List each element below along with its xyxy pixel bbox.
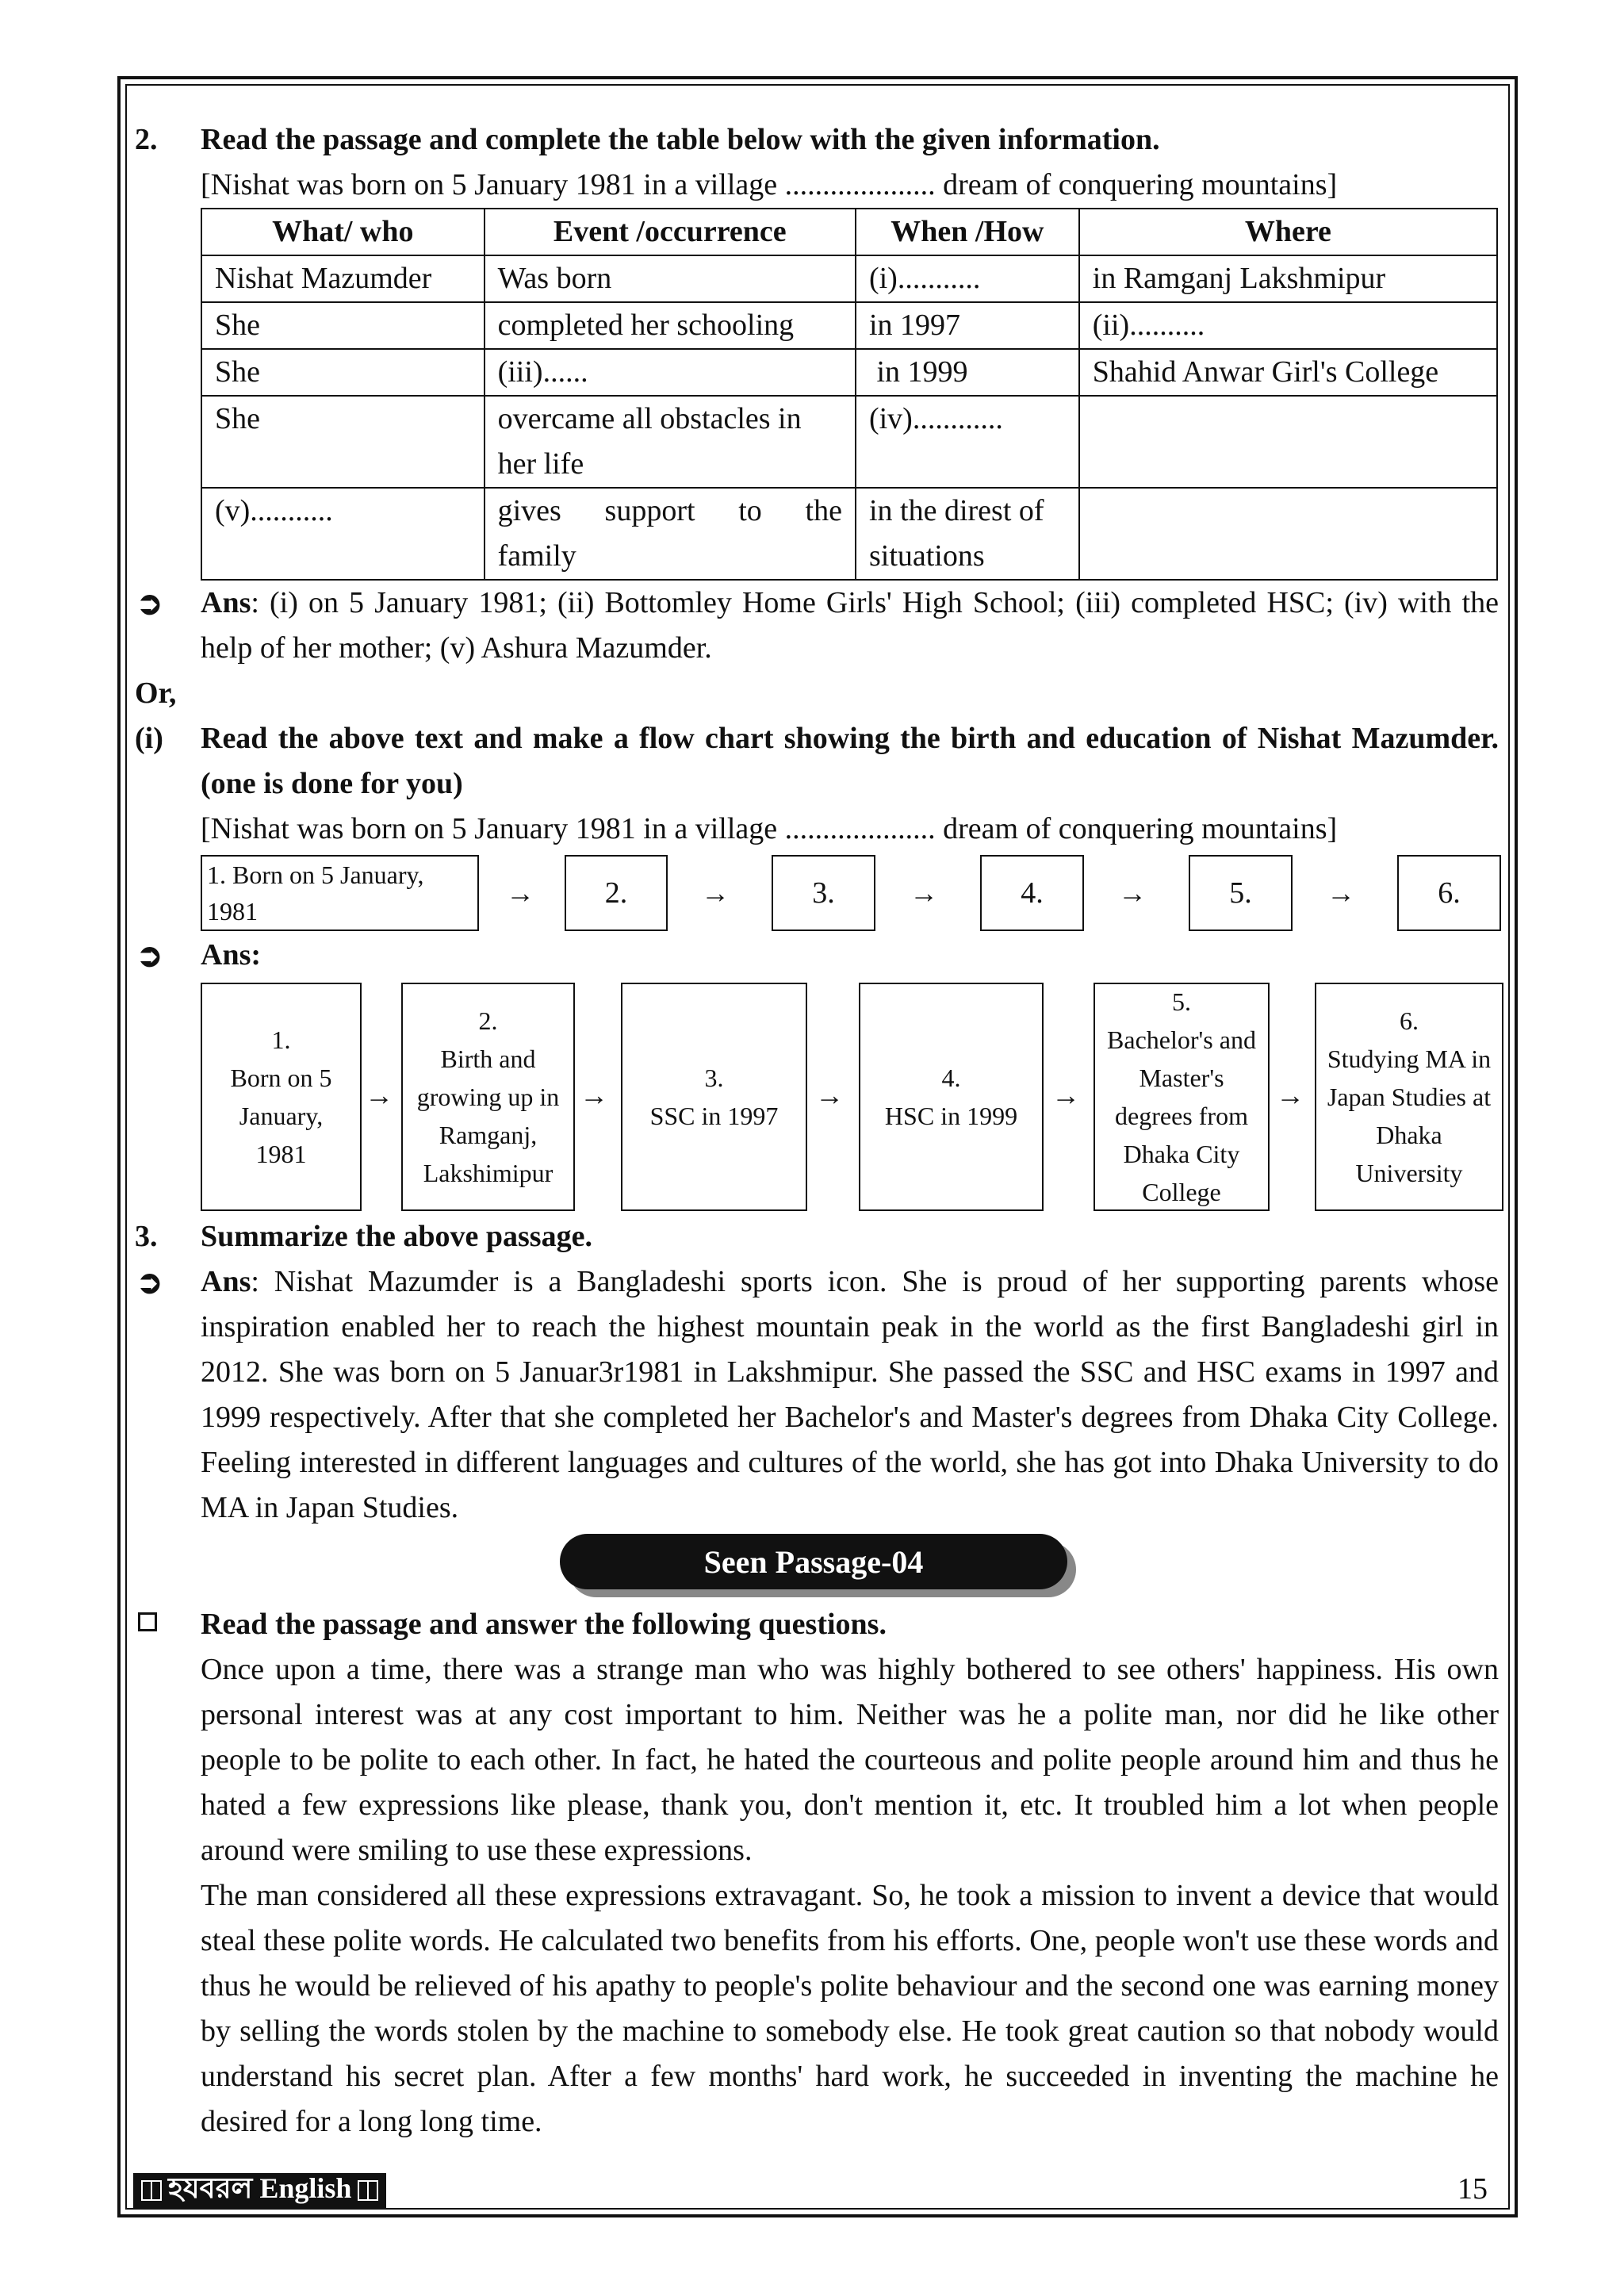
flow-box-text: 4. <box>1021 876 1044 910</box>
table-row <box>201 396 1497 488</box>
table-header: What/ who <box>201 209 485 255</box>
question-flowchart <box>135 716 1499 807</box>
flow-arrow: → <box>910 877 938 909</box>
arrow-right-icon: ➲ <box>136 585 163 621</box>
passage-paragraph <box>135 1873 1499 2145</box>
question-2 <box>135 117 1499 163</box>
flow-box-text: 6. <box>1438 876 1461 910</box>
question-number: (i) <box>135 722 163 755</box>
flow-arrow: → <box>506 877 534 909</box>
flow-box-text: 5. <box>1229 876 1252 910</box>
checkbox-icon <box>138 1612 157 1631</box>
page-number: 15 <box>1457 2172 1488 2206</box>
question-instruction: Read the passage and complete the table below with the given information. <box>201 123 1160 156</box>
table-cell: Shahid Anwar Girl's College <box>1079 349 1497 396</box>
flow-box-text: 3. <box>812 876 835 910</box>
table-cell: She <box>201 302 485 349</box>
table-cell: in 1997 <box>856 302 1079 349</box>
passage-excerpt <box>135 163 1499 208</box>
answer-box-1: 1. Born on 5 January, 1981 <box>201 983 362 1211</box>
table-cell: (ii).......... <box>1079 302 1497 349</box>
flow-box-6 <box>1397 855 1501 931</box>
question-3 <box>135 1214 1499 1259</box>
info-table <box>201 208 1498 581</box>
answer-box-5: 5. Bachelor's and Master's degrees from Dhaka City College <box>1094 983 1270 1211</box>
footer-brand <box>133 2173 386 2208</box>
page-content <box>135 117 1499 2145</box>
table-cell <box>1079 396 1497 488</box>
flow-arrow: → <box>1327 877 1355 909</box>
or-label: Or, <box>135 677 177 710</box>
table-cell: in the direst of situations <box>856 488 1079 580</box>
question-instruction: Read the above text and make a flow chart showing the birth and education of Nishat Mazumder.(one is done for you) <box>201 722 1499 800</box>
brand-text: হযবরল English <box>168 2172 352 2204</box>
answer-box-2: 2. Birth and growing up in Ramganj, Lakshimipur <box>401 983 575 1211</box>
table-cell: She <box>201 396 485 488</box>
flow-box-5 <box>1189 855 1293 931</box>
table-row <box>201 255 1497 302</box>
excerpt-text: [Nishat was born on 5 January 1981 in a village .................... dream of conquering mountains] <box>201 812 1338 845</box>
flow-box-text: 1. Born on 5 January, 1981 <box>207 861 424 926</box>
flow-box-text: 2. <box>604 876 628 910</box>
table-cell <box>1079 488 1497 580</box>
question-number: 2. <box>135 123 158 156</box>
table-cell: Was born <box>485 255 856 302</box>
table-cell: Nishat Mazumder <box>201 255 485 302</box>
table-cell: She <box>201 349 485 396</box>
flow-box-3 <box>772 855 875 931</box>
answer-q2 <box>135 581 1499 671</box>
table-header: Event /occurrence <box>485 209 856 255</box>
table-row <box>201 488 1497 580</box>
flow-box-4 <box>980 855 1084 931</box>
table-cell: (i)........... <box>856 255 1079 302</box>
flow-box-1 <box>201 855 479 931</box>
flow-arrow: → <box>580 1079 608 1111</box>
arrow-right-icon: ➲ <box>136 1264 163 1300</box>
table-cell: (v)........... <box>201 488 485 580</box>
flow-arrow: → <box>1276 1079 1304 1111</box>
passage-instruction-row <box>135 1602 1499 1647</box>
flow-arrow: → <box>365 1079 393 1111</box>
question-number: 3. <box>135 1220 158 1253</box>
table-row <box>201 302 1497 349</box>
answer-q3 <box>135 1259 1499 1531</box>
answer-text: : Nishat Mazumder is a Bangladeshi sports icon. She is proud of her supporting parents whose inspiration enabled her to reach the highest mountain peak in the world as the first Bangladeshi girl in 2012. She was born on 5 Januar3r1981 in Lakshmipur. She passed the SSC and HSC exams in 1997 and 1999 respectively. After that she completed her Bachelor's and Master's degrees from Dhaka City College. Feeling interested in different languages and cultures of the world, she has got into Dhaka University to do MA in Japan Studies. <box>201 1265 1499 1524</box>
table-cell: completed her schooling <box>485 302 856 349</box>
table-cell: gives support to the family <box>485 488 856 580</box>
table-cell: overcame all obstacles in her life <box>485 396 856 488</box>
answer-box-6: 6. Studying MA in Japan Studies at Dhaka University <box>1315 983 1503 1211</box>
passage-paragraph <box>135 1647 1499 1873</box>
table-cell: in 1999 <box>856 349 1079 396</box>
answer-box-4: 4. HSC in 1999 <box>859 983 1044 1211</box>
flow-box-2 <box>565 855 668 931</box>
answer-box-3: 3. SSC in 1997 <box>621 983 807 1211</box>
excerpt-text: [Nishat was born on 5 January 1981 in a village .................... dream of conquering mountains] <box>201 168 1338 201</box>
passage-instruction: Read the passage and answer the following questions. <box>201 1608 887 1641</box>
passage-excerpt <box>135 807 1499 852</box>
table-cell: (iii)...... <box>485 349 856 396</box>
answer-text: : (i) on 5 January 1981; (ii) Bottomley Home Girls' High School; (iii) completed HSC; (iv) with the help of her mother; (v) Ashura Mazumder. <box>201 586 1499 665</box>
table-cell: in Ramganj Lakshmipur <box>1079 255 1497 302</box>
banner-title: Seen Passage-04 <box>560 1534 1067 1589</box>
table-header: Where <box>1079 209 1497 255</box>
flow-arrow: → <box>815 1079 844 1111</box>
answer-label: Ans <box>201 1265 251 1298</box>
book-icon <box>141 2180 162 2201</box>
paragraph-text: Once upon a time, there was a strange man who was highly bothered to see others' happiness. His own personal interest was at any cost important to him. Neither was he a polite man, nor did he like other people to be polite to each other. In fact, he hated the courteous and polite people around him and thus he hated a few expressions like please, thank you, don't mention it, etc. It troubled him a lot when people around were smiling to use these expressions. <box>201 1653 1499 1867</box>
paragraph-text: The man considered all these expressions extravagant. So, he took a mission to invent a device that would steal these polite words. He calculated two benefits from his efforts. One, people won't use these words and thus he would be relieved of his apathy to people's polite behaviour and the second one was earning money by selling the words stolen by the machine to somebody else. He took great caution so that nobody would understand his secret plan. After a few months' hard work, he succeeded in inventing the machine he desired for a long long time. <box>201 1879 1499 2138</box>
flowchart-answer <box>201 979 1499 1214</box>
arrow-right-icon: ➲ <box>136 937 163 973</box>
flowchart-blank <box>201 853 1499 933</box>
answer-flowchart-label <box>135 933 1499 978</box>
answer-label: Ans: <box>201 938 262 972</box>
flow-arrow: → <box>1051 1079 1080 1111</box>
table-header-row <box>201 209 1497 255</box>
table-cell: (iv)............ <box>856 396 1079 488</box>
book-icon <box>358 2180 378 2201</box>
table-row <box>201 349 1497 396</box>
flow-arrow: → <box>701 877 730 909</box>
flow-arrow: → <box>1118 877 1147 909</box>
table-header: When /How <box>856 209 1079 255</box>
section-banner <box>135 1531 1499 1602</box>
question-instruction: Summarize the above passage. <box>201 1220 592 1253</box>
answer-label: Ans <box>201 586 251 619</box>
